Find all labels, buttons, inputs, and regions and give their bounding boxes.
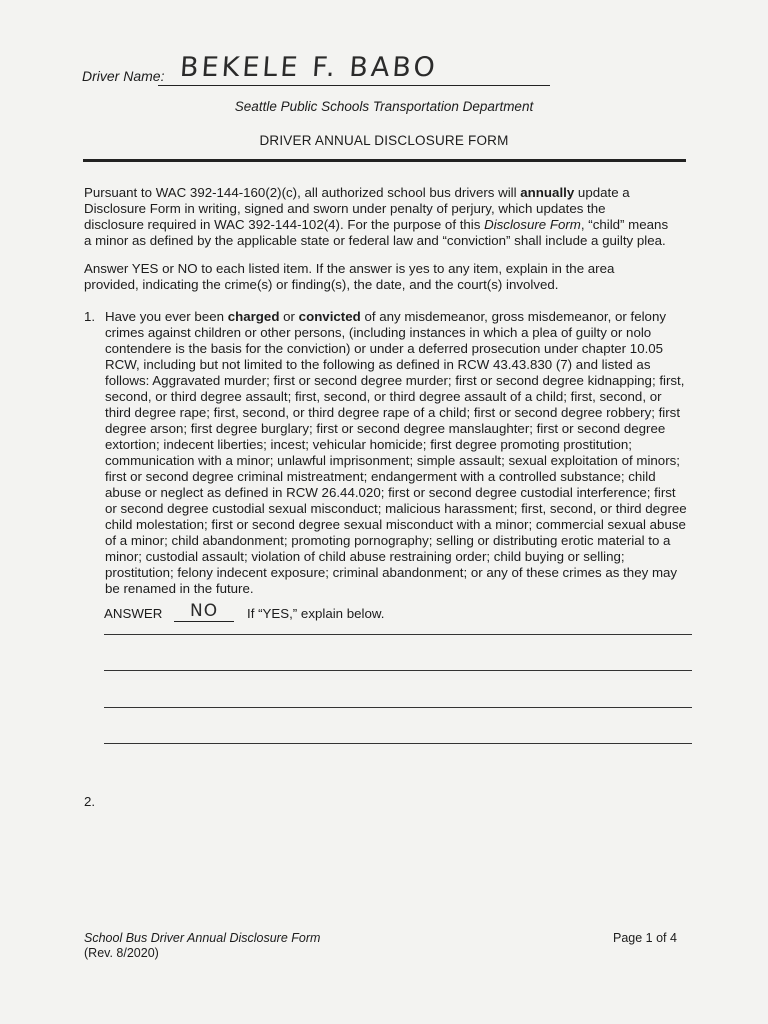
q1-bold-charged: charged [227,309,280,324]
answer-hint: If “YES,” explain below. [247,606,385,621]
q1-text-c: or [279,309,299,324]
intro-text-2: update a Disclosure Form in writing, signed and sworn under penalty of perjury, which updates the disclosure required in WAC 392-144-102(4). For the purpose of this [84,185,630,232]
form-title: DRIVER ANNUAL DISCLOSURE FORM [259,133,509,148]
explanation-line-3[interactable] [104,707,692,708]
q1-text-a: Have you ever been [105,309,228,324]
q1-text-e: of any misdemeanor, gross misdemeanor, or felony crimes against children or other persons, (including instances in which a plea of guilty or nolo contendere is the basis for the conviction) or under a deferred prosecution under chapter 10.05 RCW, including but not limited to the following as defined in RCW 43.43.830 (7) and listed as follows: Aggravated murder; first or second degree murder; first or second degree kidnapping; first, second, or third degree assault; first, second, or third degree assault of a child; first, second, or third degree rape; first, second, or third degree rape of a child; first or second degree robbery; first degree arson; first degree burglary; first or second degree manslaughter; first or second degree extortion; indecent liberties; incest; vehicular homicide; first degree promoting prostitution; communication with a minor; unlawful imprisonment; simple assault; sexual exploitation of minors; first or second degree criminal mistreatment; endangerment with a controlled substance; child abuse or neglect as defined in RCW 26.44.020; first or second degree custodial interference; first or second degree custodial sexual misconduct; malicious harassment; first, second, or third degree child molestation; first or second degree sexual misconduct with a minor; commercial sexual abuse of a minor; child abandonment; promoting pornography; selling or distributing erotic material to a minor; custodial assault; violation of child abuse restraining order; child buying or selling; prostitution; felony indecent exposure; criminal abandonment; or any of these crimes as they may be renamed in the future. [105,309,687,596]
driver-name-row [82,52,482,88]
header-divider [83,159,686,162]
driver-name-handwritten: BEKELE F. BABO [178,52,439,83]
explanation-line-2[interactable] [104,670,692,671]
explanation-line-4[interactable] [104,743,692,744]
footer-revision: (Rev. 8/2020) [84,946,159,960]
answer-underline [174,621,234,622]
driver-name-label: Driver Name: [82,68,165,84]
question-2-number: 2. [84,794,96,809]
driver-name-underline [158,85,550,86]
q1-bold-convicted: convicted [298,309,361,324]
answer-label: ANSWER [104,606,163,621]
instructions-paragraph: Answer YES or NO to each listed item. If the answer is yes to any item, explain in the area provided, indicating the crime(s) or finding(s), the date, and the court(s) involved. [84,261,615,292]
page-number: Page 1 of 4 [613,931,677,945]
intro-text-1: Pursuant to WAC 392-144-160(2)(c), all authorized school bus drivers will [84,185,521,200]
intro-text-3: , “child” means a minor as defined by the applicable state or federal law and “conviction” shall include a guilty plea. [84,217,669,248]
question-1-number: 1. [84,309,96,324]
question-1-answer-row [104,602,504,626]
intro-bold-annually: annually [520,185,575,200]
intro-italic-form-name: Disclosure Form [484,217,581,232]
explanation-line-1[interactable] [104,634,692,635]
footer-form-info [84,931,320,961]
answer-field[interactable]: NO [190,601,219,621]
intro-paragraph [84,185,669,249]
footer-form-name: School Bus Driver Annual Disclosure Form [84,931,321,945]
question-1-text [105,309,690,597]
department-name: Seattle Public Schools Transportation Department [234,99,534,114]
